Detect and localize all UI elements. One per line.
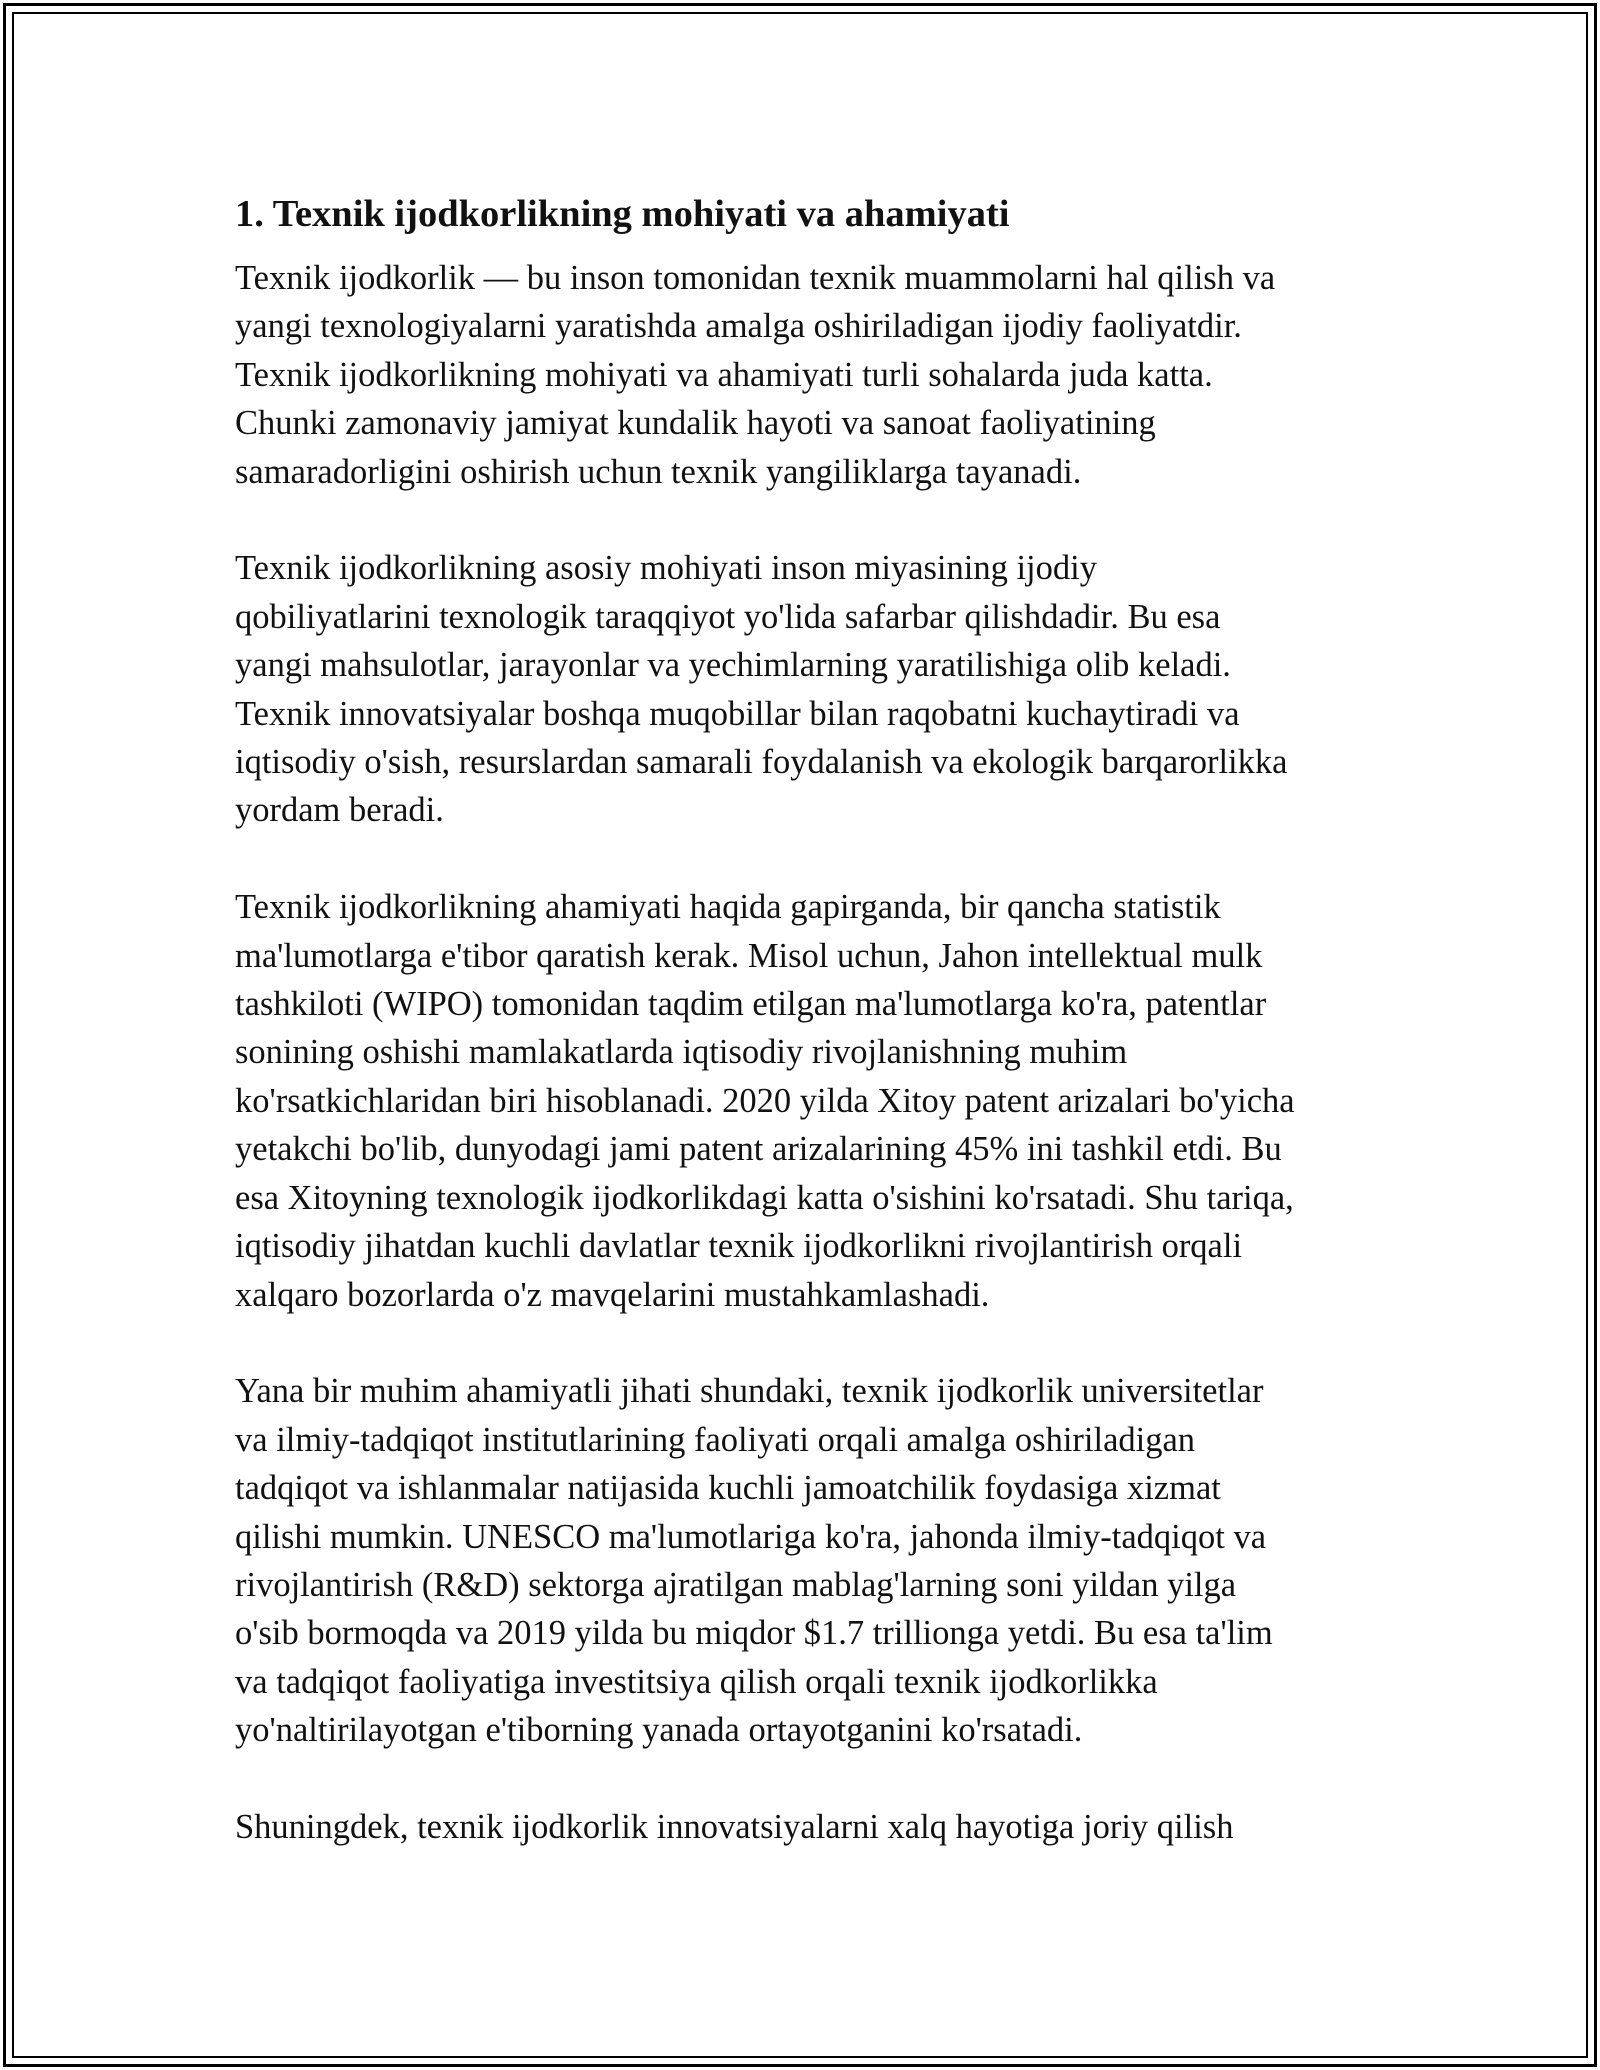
text-line: o'sib bormoqda va 2019 yilda bu miqdor $1.7 trillionga yetdi. Bu esa ta'lim [235,1614,1273,1653]
text-line: xalqaro bozorlarda o'z mavqelarini mustahkamlashadi. [235,1275,990,1314]
text-line: iqtisodiy jihatdan kuchli davlatlar texnik ijodkorlikni rivojlantirish orqali [235,1227,1243,1266]
paragraph-1 [235,254,1385,496]
text-line: va tadqiqot faoliyatiga investitsiya qilish orqali texnik ijodkorlikka [235,1662,1158,1701]
text-line: yangi texnologiyalarni yaratishda amalga oshiriladigan ijodiy faoliyatdir. [235,307,1242,346]
text-line: yo'naltirilayotgan e'tiborning yanada ortayotganini ko'rsatadi. [235,1711,1083,1750]
text-line: esa Xitoyning texnologik ijodkorlikdagi katta o'sishini ko'rsatadi. Shu tariqa, [235,1178,1294,1217]
paragraph-2 [235,544,1385,834]
text-line: qilishi mumkin. UNESCO ma'lumotlariga ko'ra, jahonda ilmiy-tadqiqot va [235,1517,1267,1556]
text-line: iqtisodiy o'sish, resurslardan samarali foydalanish va ekologik barqarorlikka [235,743,1288,782]
text-line: ko'rsatkichlaridan biri hisoblanadi. 2020 yilda Xitoy patent arizalari bo'yicha [235,1081,1295,1120]
text-line: Shuningdek, texnik ijodkorlik innovatsiyalarni xalq hayotiga joriy qilish [235,1807,1234,1846]
text-line: qobiliyatlarini texnologik taraqqiyot yo'lida safarbar qilishdadir. Bu esa [235,597,1221,636]
text-line: sonining oshishi mamlakatlarda iqtisodiy rivojlanishning muhim [235,1033,1128,1072]
text-line: yangi mahsulotlar, jarayonlar va yechimlarning yaratilishiga olib keladi. [235,646,1231,685]
text-line: tadqiqot va ishlanmalar natijasida kuchli jamoatchilik foydasiga xizmat [235,1469,1221,1508]
text-line: rivojlantirish (R&D) sektorga ajratilgan mablag'larning soni yildan yilga [235,1565,1237,1604]
text-line: ma'lumotlarga e'tibor qaratish kerak. Misol uchun, Jahon intellektual mulk [235,936,1263,975]
text-line: samaradorligini oshirish uchun texnik yangiliklarga tayanadi. [235,452,1082,491]
document-body [235,186,1385,1900]
text-line: tashkiloti (WIPO) tomonidan taqdim etilgan ma'lumotlarga ko'ra, patentlar [235,985,1267,1024]
text-line: yordam beradi. [235,791,444,830]
text-line: Texnik ijodkorlikning ahamiyati haqida gapirganda, bir qancha statistik [235,888,1221,927]
text-line: yetakchi bo'lib, dunyodagi jami patent arizalarining 45% ini tashkil etdi. Bu [235,1130,1282,1169]
section-heading: 1. Texnik ijodkorlikning mohiyati va ahamiyati [235,193,1010,235]
text-line: va ilmiy-tadqiqot institutlarining faoliyati orqali amalga oshiriladigan [235,1420,1196,1459]
text-line: Chunki zamonaviy jamiyat kundalik hayoti va sanoat faoliyatining [235,404,1156,443]
text-line: Texnik ijodkorlik — bu inson tomonidan texnik muammolarni hal qilish va [235,259,1276,297]
text-line: Yana bir muhim ahamiyatli jihati shundaki, texnik ijodkorlik universitetlar [235,1372,1264,1411]
paragraph-5 [235,1803,1385,1851]
text-line: Texnik ijodkorlikning mohiyati va ahamiyati turli sohalarda juda katta. [235,355,1213,394]
paragraph-4 [235,1367,1385,1754]
text-line: Texnik ijodkorlikning asosiy mohiyati inson miyasining ijodiy [235,549,1097,588]
text-line: Texnik innovatsiyalar boshqa muqobillar bilan raqobatni kuchaytiradi va [235,694,1240,733]
paragraph-3 [235,883,1385,1319]
